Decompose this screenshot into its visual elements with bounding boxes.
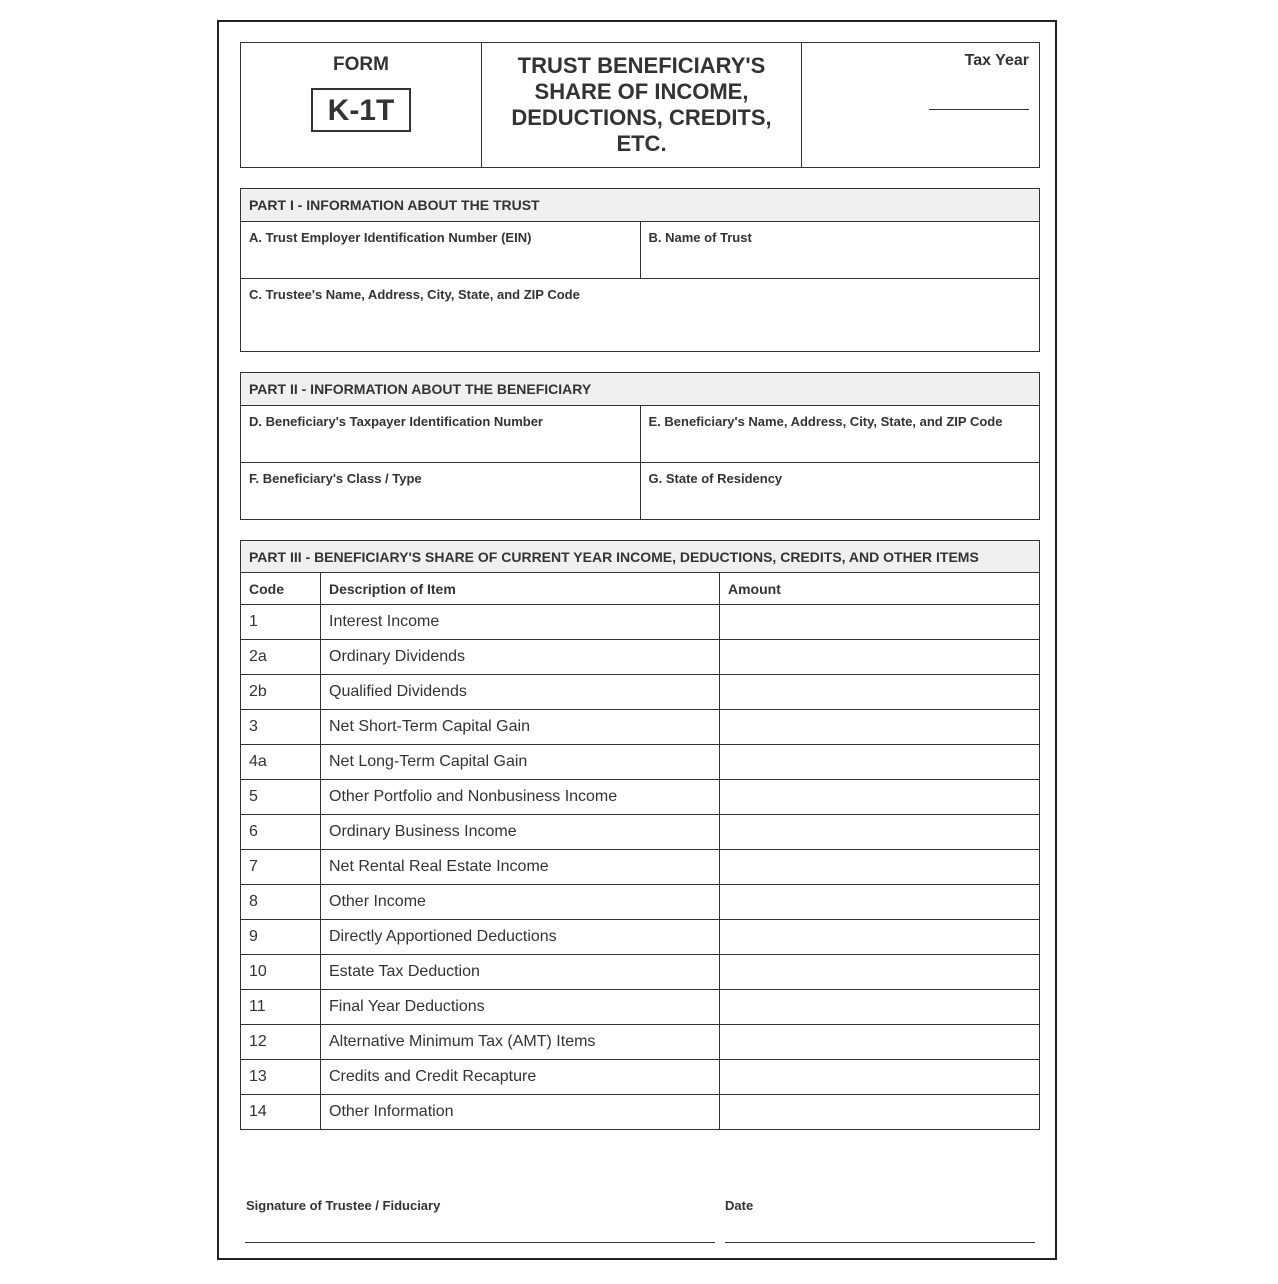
- signature-area: [240, 1192, 1040, 1252]
- item-description: Interest Income: [321, 605, 720, 640]
- item-code: 10: [241, 955, 321, 990]
- state-residency-field[interactable]: [640, 463, 1040, 519]
- table-row: [241, 850, 1040, 885]
- col-amount-header: Amount: [720, 573, 1040, 605]
- item-code: 7: [241, 850, 321, 885]
- item-amount-field[interactable]: [720, 955, 1040, 990]
- table-row: [241, 885, 1040, 920]
- form-page: [217, 20, 1057, 1260]
- table-row: [241, 605, 1040, 640]
- col-code-header: Code: [241, 573, 321, 605]
- item-amount-field[interactable]: [720, 710, 1040, 745]
- beneficiary-address-label: E. Beneficiary's Name, Address, City, State, and ZIP Code: [648, 414, 1003, 429]
- trust-name-label: B. Name of Trust: [648, 230, 752, 245]
- table-row: [241, 675, 1040, 710]
- item-amount-field[interactable]: [720, 815, 1040, 850]
- trustee-signature-line[interactable]: [245, 1242, 715, 1243]
- state-residency-label: G. State of Residency: [648, 471, 783, 486]
- table-row: [241, 1025, 1040, 1060]
- item-code: 2a: [241, 640, 321, 675]
- item-code: 4a: [241, 745, 321, 780]
- item-code: 6: [241, 815, 321, 850]
- item-code: 9: [241, 920, 321, 955]
- item-description: Ordinary Dividends: [321, 640, 720, 675]
- table-row: [241, 1095, 1040, 1130]
- item-amount-field[interactable]: [720, 1095, 1040, 1130]
- item-code: 11: [241, 990, 321, 1025]
- tax-year-field[interactable]: [929, 109, 1029, 110]
- items-table: [240, 572, 1040, 1130]
- items-table-body: [241, 605, 1040, 1130]
- part-1-heading: PART I - INFORMATION ABOUT THE TRUST: [241, 189, 1039, 222]
- trust-name-field[interactable]: [640, 222, 1040, 278]
- item-description: Other Income: [321, 885, 720, 920]
- item-amount-field[interactable]: [720, 850, 1040, 885]
- item-description: Ordinary Business Income: [321, 815, 720, 850]
- item-code: 2b: [241, 675, 321, 710]
- item-amount-field[interactable]: [720, 605, 1040, 640]
- item-description: Directly Apportioned Deductions: [321, 920, 720, 955]
- item-code: 13: [241, 1060, 321, 1095]
- form-header: [240, 42, 1040, 168]
- beneficiary-tin-field[interactable]: [241, 406, 640, 462]
- item-description: Net Short-Term Capital Gain: [321, 710, 720, 745]
- form-number: K-1T: [311, 88, 412, 132]
- beneficiary-class-label: F. Beneficiary's Class / Type: [249, 471, 422, 486]
- item-description: Estate Tax Deduction: [321, 955, 720, 990]
- col-desc-header: Description of Item: [321, 573, 720, 605]
- beneficiary-address-field[interactable]: [640, 406, 1040, 462]
- item-description: Final Year Deductions: [321, 990, 720, 1025]
- form-title-box: [482, 43, 802, 167]
- item-description: Other Portfolio and Nonbusiness Income: [321, 780, 720, 815]
- table-row: [241, 955, 1040, 990]
- part-2-section: [240, 372, 1040, 520]
- item-amount-field[interactable]: [720, 1025, 1040, 1060]
- table-row: [241, 710, 1040, 745]
- item-amount-field[interactable]: [720, 640, 1040, 675]
- table-row: [241, 815, 1040, 850]
- trust-ein-label: A. Trust Employer Identification Number (EIN): [249, 230, 532, 245]
- item-amount-field[interactable]: [720, 885, 1040, 920]
- item-code: 8: [241, 885, 321, 920]
- part-1-section: [240, 188, 1040, 352]
- item-amount-field[interactable]: [720, 780, 1040, 815]
- table-row: [241, 1060, 1040, 1095]
- form-title: TRUST BENEFICIARY'S SHARE OF INCOME, DEDUCTIONS, CREDITS, ETC.: [511, 53, 772, 156]
- form-body: [240, 42, 1040, 1213]
- item-amount-field[interactable]: [720, 920, 1040, 955]
- table-row: [241, 780, 1040, 815]
- part-3-heading: PART III - BENEFICIARY'S SHARE OF CURRENT YEAR INCOME, DEDUCTIONS, CREDITS, AND OTHER ITEMS: [241, 541, 1039, 573]
- form-label: FORM: [333, 54, 389, 75]
- item-code: 3: [241, 710, 321, 745]
- trustee-address-field[interactable]: [241, 279, 1039, 351]
- tax-year-label: Tax Year: [964, 52, 1029, 69]
- items-table-header: [241, 573, 1040, 605]
- item-description: Net Rental Real Estate Income: [321, 850, 720, 885]
- date-line[interactable]: [725, 1242, 1035, 1243]
- item-description: Qualified Dividends: [321, 675, 720, 710]
- table-row: [241, 920, 1040, 955]
- item-code: 5: [241, 780, 321, 815]
- date-label: Date: [725, 1198, 754, 1213]
- table-row: [241, 990, 1040, 1025]
- item-description: Other Information: [321, 1095, 720, 1130]
- item-amount-field[interactable]: [720, 990, 1040, 1025]
- trustee-address-label: C. Trustee's Name, Address, City, State, and ZIP Code: [249, 287, 580, 302]
- item-amount-field[interactable]: [720, 745, 1040, 780]
- item-code: 14: [241, 1095, 321, 1130]
- tax-year-box: [802, 43, 1039, 167]
- item-description: Net Long-Term Capital Gain: [321, 745, 720, 780]
- item-description: Alternative Minimum Tax (AMT) Items: [321, 1025, 720, 1060]
- item-amount-field[interactable]: [720, 675, 1040, 710]
- item-code: 1: [241, 605, 321, 640]
- part-2-heading: PART II - INFORMATION ABOUT THE BENEFICIARY: [241, 373, 1039, 406]
- item-code: 12: [241, 1025, 321, 1060]
- trust-ein-field[interactable]: [241, 222, 640, 278]
- item-description: Credits and Credit Recapture: [321, 1060, 720, 1095]
- beneficiary-tin-label: D. Beneficiary's Taxpayer Identification Number: [249, 414, 543, 429]
- beneficiary-class-field[interactable]: [241, 463, 640, 519]
- table-row: [241, 745, 1040, 780]
- trustee-signature-label: Signature of Trustee / Fiduciary: [246, 1198, 441, 1213]
- part-3-section: [240, 540, 1040, 1130]
- form-id-box: [241, 43, 482, 167]
- item-amount-field[interactable]: [720, 1060, 1040, 1095]
- table-row: [241, 640, 1040, 675]
